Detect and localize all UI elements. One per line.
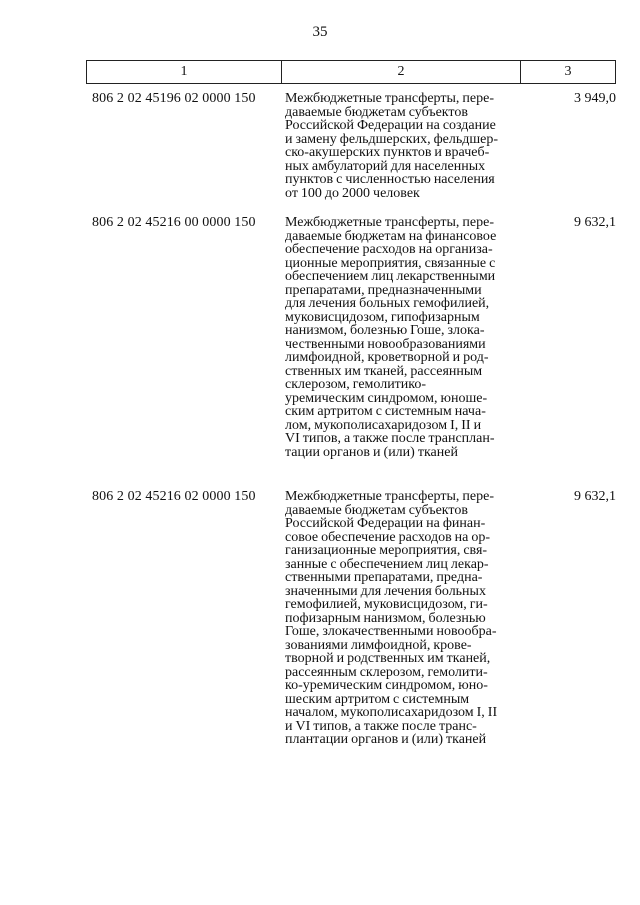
header-col-3: 3 bbox=[521, 61, 616, 84]
header-col-2: 2 bbox=[282, 61, 521, 84]
budget-code: 806 2 02 45216 00 0000 150 bbox=[92, 215, 256, 230]
row-description: Межбюджетные трансферты, пере- даваемые бюджетам субъектов Российской Федерации на финан- совое обеспечение расходов на ор- ганизационные мероприятия, свя- занные с обеспечением лиц лекар- ственными препаратами, предна- значенными для лечения больных гемофилией, муковисцидозом, ги- пофизарным нанизмом, болезнью Гоше, злокачественными новообра- зованиями лимфоидной, крове- творной и родственных им тканей, рассеянным склерозом, гемолити- ко-уремическим синдромом, юно- шеским артритом с системным началом, мукополисахаридозом I, II и VI типов, а также после транс- плантации органов и (или) тканей bbox=[285, 489, 498, 747]
row-amount: 9 632,1 bbox=[574, 489, 616, 504]
column-number-header bbox=[86, 60, 616, 84]
row-amount: 3 949,0 bbox=[574, 91, 616, 106]
row-description: Межбюджетные трансферты, пере- даваемые бюджетам субъектов Российской Федерации на создание и замену фельдшерских, фельдшер- ско-акушерских пунктов и врачеб- ных амбулаторий для населенных пунктов с численностью населения от 100 до 2000 человек bbox=[285, 91, 499, 201]
header-col-1: 1 bbox=[87, 61, 282, 84]
page-number: 35 bbox=[312, 24, 328, 40]
budget-code: 806 2 02 45216 02 0000 150 bbox=[92, 489, 256, 504]
row-description: Межбюджетные трансферты, пере- даваемые бюджетам на финансовое обеспечение расходов на организа- ционные мероприятия, связанные с обеспечением лиц лекарственными препаратами, предназначенными для лечения больных гемофилией, муковисцидозом, гипофизарным нанизмом, болезнью Гоше, злока- чественными новообразованиями лимфоидной, кроветворной и род- ственных им тканей, рассеянным склерозом, гемолитико- уремическим синдромом, юноше- ским артритом с системным нача- лом, мукополисахаридозом I, II и VI типов, а также после трансплан- тации органов и (или) тканей bbox=[285, 215, 497, 460]
row-amount: 9 632,1 bbox=[574, 215, 616, 230]
budget-code: 806 2 02 45196 02 0000 150 bbox=[92, 91, 256, 106]
header-row bbox=[87, 61, 616, 84]
